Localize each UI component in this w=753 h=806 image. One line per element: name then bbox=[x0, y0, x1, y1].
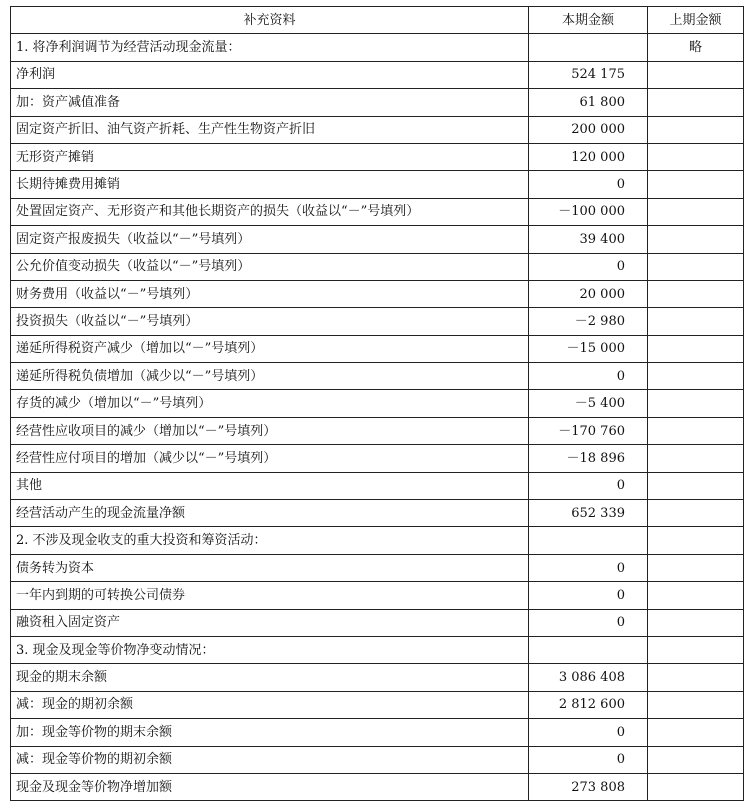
row-previous-amount bbox=[648, 143, 744, 170]
table-row bbox=[11, 363, 744, 390]
row-previous-amount bbox=[648, 253, 744, 280]
row-current-amount: 0 bbox=[529, 171, 648, 198]
table-row bbox=[11, 500, 744, 527]
row-previous-amount bbox=[648, 198, 744, 225]
row-item-label: 财务费用（收益以“－”号填列） bbox=[11, 280, 529, 307]
row-current-amount: －100 000 bbox=[529, 198, 648, 225]
row-previous-amount bbox=[648, 89, 744, 116]
row-previous-amount bbox=[648, 746, 744, 773]
row-previous-amount bbox=[648, 582, 744, 609]
row-current-amount: 0 bbox=[529, 363, 648, 390]
supplementary-cash-flow-table bbox=[10, 6, 744, 801]
table-row bbox=[11, 746, 744, 773]
row-current-amount: 3 086 408 bbox=[529, 664, 648, 691]
row-previous-amount bbox=[648, 335, 744, 362]
table-row bbox=[11, 280, 744, 307]
row-previous-amount: 略 bbox=[648, 34, 744, 61]
row-previous-amount bbox=[648, 445, 744, 472]
table-row bbox=[11, 609, 744, 636]
row-item-label: 减：现金等价物的期初余额 bbox=[11, 746, 529, 773]
row-previous-amount bbox=[648, 636, 744, 663]
row-previous-amount bbox=[648, 773, 744, 800]
row-current-amount: 273 808 bbox=[529, 773, 648, 800]
row-item-label: 投资损失（收益以“－”号填列） bbox=[11, 308, 529, 335]
table-row bbox=[11, 34, 744, 61]
row-current-amount: 0 bbox=[529, 582, 648, 609]
row-current-amount: －15 000 bbox=[529, 335, 648, 362]
row-current-amount: －5 400 bbox=[529, 390, 648, 417]
row-previous-amount bbox=[648, 609, 744, 636]
row-current-amount: 20 000 bbox=[529, 280, 648, 307]
row-item-label: 无形资产摊销 bbox=[11, 143, 529, 170]
header-previous-amount: 上期金额 bbox=[648, 7, 744, 34]
row-previous-amount bbox=[648, 363, 744, 390]
row-previous-amount bbox=[648, 527, 744, 554]
row-item-label: 递延所得税负债增加（减少以“－”号填列） bbox=[11, 363, 529, 390]
row-current-amount: －18 896 bbox=[529, 445, 648, 472]
table-row bbox=[11, 89, 744, 116]
row-previous-amount bbox=[648, 500, 744, 527]
row-current-amount bbox=[529, 34, 648, 61]
row-item-label: 1. 将净利润调节为经营活动现金流量： bbox=[11, 34, 529, 61]
row-previous-amount bbox=[648, 417, 744, 444]
row-current-amount: 0 bbox=[529, 719, 648, 746]
row-item-label: 递延所得税资产减少（增加以“－”号填列） bbox=[11, 335, 529, 362]
table-row bbox=[11, 773, 744, 800]
row-current-amount: 524 175 bbox=[529, 61, 648, 88]
row-item-label: 2. 不涉及现金收支的重大投资和筹资活动： bbox=[11, 527, 529, 554]
table-row bbox=[11, 61, 744, 88]
table-row bbox=[11, 171, 744, 198]
table-row bbox=[11, 308, 744, 335]
row-item-label: 现金的期末余额 bbox=[11, 664, 529, 691]
table-header-row bbox=[11, 7, 744, 34]
row-previous-amount bbox=[648, 308, 744, 335]
table-row bbox=[11, 226, 744, 253]
row-current-amount bbox=[529, 636, 648, 663]
table-row bbox=[11, 636, 744, 663]
row-item-label: 存货的减少（增加以“－”号填列） bbox=[11, 390, 529, 417]
row-item-label: 经营性应付项目的增加（减少以“－”号填列） bbox=[11, 445, 529, 472]
row-previous-amount bbox=[648, 691, 744, 718]
row-previous-amount bbox=[648, 61, 744, 88]
table-body bbox=[11, 34, 744, 801]
header-current-amount: 本期金额 bbox=[529, 7, 648, 34]
row-previous-amount bbox=[648, 226, 744, 253]
table-row bbox=[11, 664, 744, 691]
row-previous-amount bbox=[648, 171, 744, 198]
row-current-amount: 652 339 bbox=[529, 500, 648, 527]
row-item-label: 经营性应收项目的减少（增加以“－”号填列） bbox=[11, 417, 529, 444]
row-current-amount: －170 760 bbox=[529, 417, 648, 444]
row-item-label: 减：现金的期初余额 bbox=[11, 691, 529, 718]
header-item: 补充资料 bbox=[11, 7, 529, 34]
row-item-label: 一年内到期的可转换公司债券 bbox=[11, 582, 529, 609]
row-current-amount: 0 bbox=[529, 253, 648, 280]
table-row bbox=[11, 445, 744, 472]
row-previous-amount bbox=[648, 390, 744, 417]
row-item-label: 净利润 bbox=[11, 61, 529, 88]
row-current-amount: 0 bbox=[529, 472, 648, 499]
row-current-amount: 0 bbox=[529, 609, 648, 636]
table-row bbox=[11, 691, 744, 718]
row-previous-amount bbox=[648, 664, 744, 691]
table-row bbox=[11, 472, 744, 499]
row-item-label: 固定资产折旧、油气资产折耗、生产性生物资产折旧 bbox=[11, 116, 529, 143]
row-previous-amount bbox=[648, 116, 744, 143]
row-current-amount bbox=[529, 527, 648, 554]
row-item-label: 固定资产报废损失（收益以“－”号填列） bbox=[11, 226, 529, 253]
row-current-amount: 200 000 bbox=[529, 116, 648, 143]
table-row bbox=[11, 335, 744, 362]
supplementary-cash-flow-table-container bbox=[10, 6, 744, 801]
row-current-amount: －2 980 bbox=[529, 308, 648, 335]
table-row bbox=[11, 719, 744, 746]
table-row bbox=[11, 554, 744, 581]
table-row bbox=[11, 582, 744, 609]
row-item-label: 处置固定资产、无形资产和其他长期资产的损失（收益以“－”号填列） bbox=[11, 198, 529, 225]
table-row bbox=[11, 527, 744, 554]
row-previous-amount bbox=[648, 719, 744, 746]
row-previous-amount bbox=[648, 280, 744, 307]
row-item-label: 经营活动产生的现金流量净额 bbox=[11, 500, 529, 527]
row-previous-amount bbox=[648, 554, 744, 581]
row-item-label: 3. 现金及现金等价物净变动情况： bbox=[11, 636, 529, 663]
row-current-amount: 0 bbox=[529, 554, 648, 581]
table-row bbox=[11, 253, 744, 280]
table-row bbox=[11, 417, 744, 444]
row-current-amount: 39 400 bbox=[529, 226, 648, 253]
table-row bbox=[11, 143, 744, 170]
row-item-label: 其他 bbox=[11, 472, 529, 499]
row-item-label: 债务转为资本 bbox=[11, 554, 529, 581]
row-previous-amount bbox=[648, 472, 744, 499]
row-item-label: 融资租入固定资产 bbox=[11, 609, 529, 636]
row-item-label: 加：现金等价物的期末余额 bbox=[11, 719, 529, 746]
table-row bbox=[11, 116, 744, 143]
row-current-amount: 0 bbox=[529, 746, 648, 773]
table-row bbox=[11, 390, 744, 417]
row-current-amount: 120 000 bbox=[529, 143, 648, 170]
table-row bbox=[11, 198, 744, 225]
row-item-label: 现金及现金等价物净增加额 bbox=[11, 773, 529, 800]
row-item-label: 加：资产减值准备 bbox=[11, 89, 529, 116]
row-item-label: 长期待摊费用摊销 bbox=[11, 171, 529, 198]
row-current-amount: 61 800 bbox=[529, 89, 648, 116]
row-item-label: 公允价值变动损失（收益以“－”号填列） bbox=[11, 253, 529, 280]
row-current-amount: 2 812 600 bbox=[529, 691, 648, 718]
